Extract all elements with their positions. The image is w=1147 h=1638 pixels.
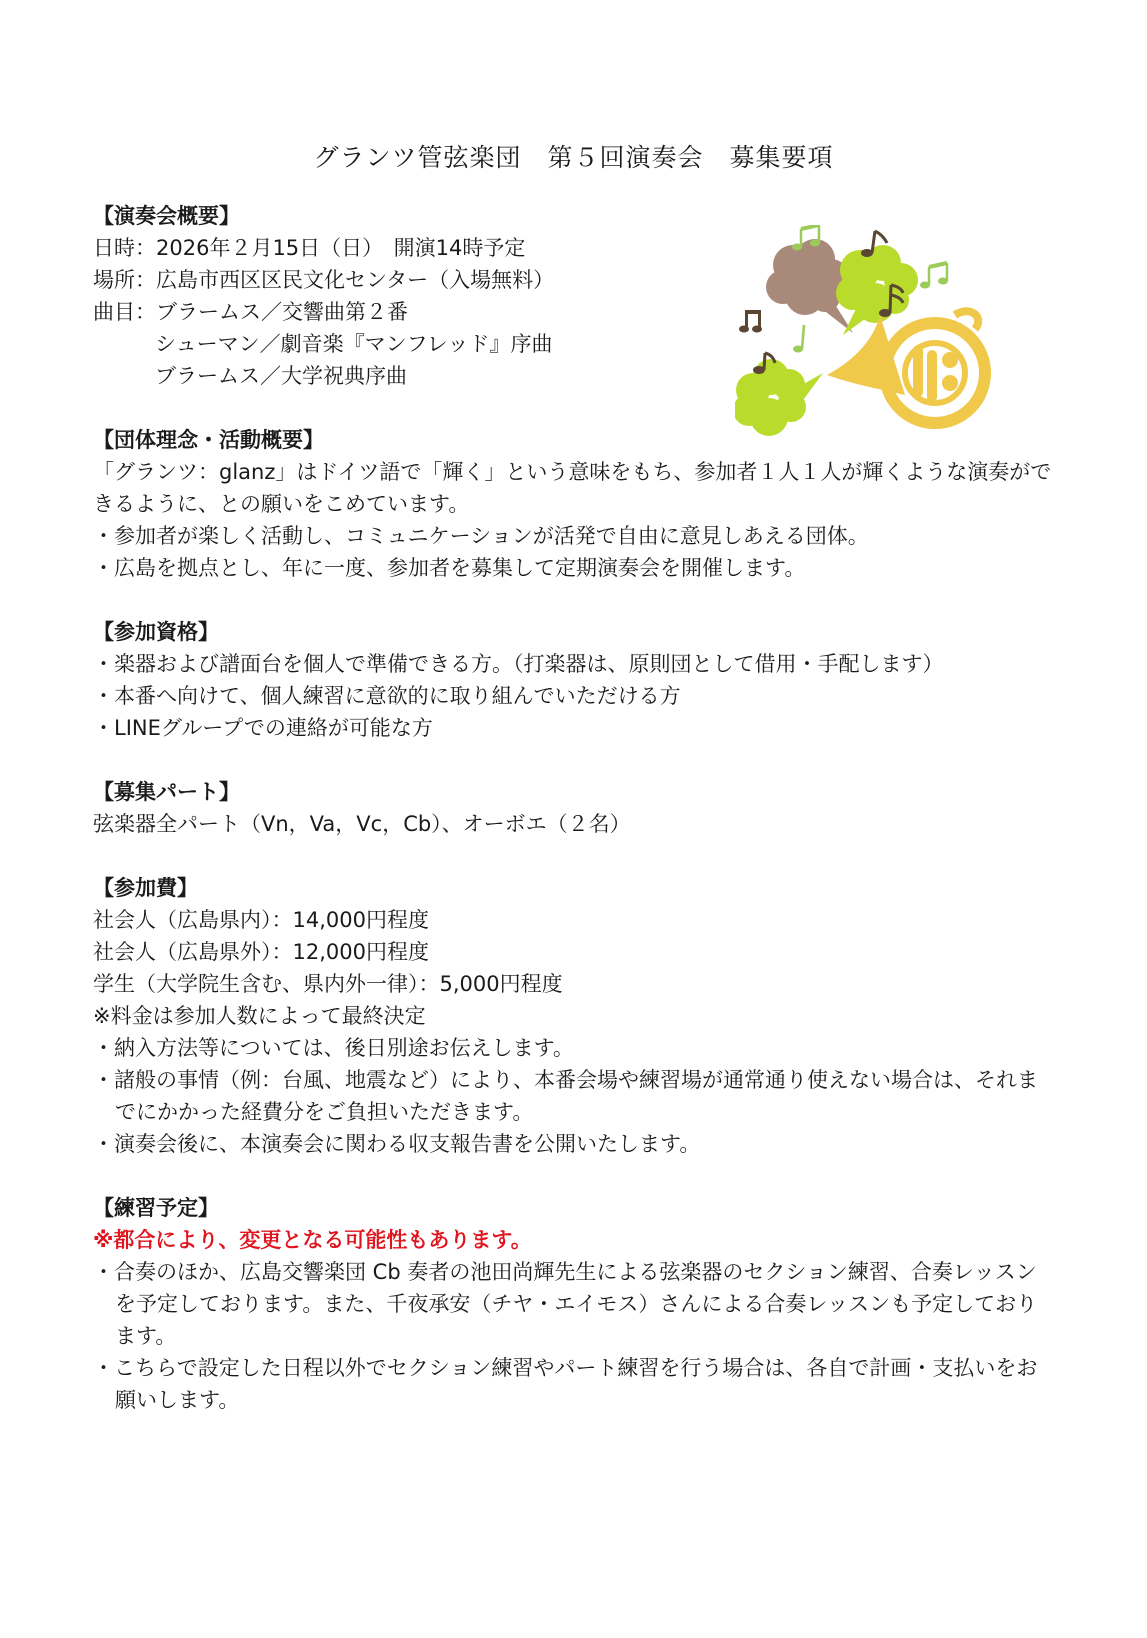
overview-venue: 場所：広島市西区区民文化センター（入場無料）	[93, 268, 555, 292]
qualification-bullet-1: ・楽器および譜面台を個人で準備できる方。（打楽器は、原則団として借用・手配します）	[93, 652, 944, 676]
fee-line-2: 社会人（広島県外）：12,000円程度	[93, 940, 429, 964]
fee-bullet-1: ・納入方法等については、後日別途お伝えします。	[93, 1036, 574, 1060]
fee-heading: 【参加費】	[93, 876, 198, 900]
philosophy-text: 「グランツ：glanz」はドイツ語で「輝く」という意味をもち、参加者１人１人が輝くような演奏ができるように、との願いをこめています。	[93, 460, 1052, 516]
qualification-heading: 【参加資格】	[93, 620, 219, 644]
parts-heading: 【募集パート】	[93, 780, 240, 804]
fee-line-3: 学生（大学院生含む、県内外一律）：5,000円程度	[93, 972, 563, 996]
practice-heading: 【練習予定】	[93, 1196, 219, 1220]
fee-line-1: 社会人（広島県内）：14,000円程度	[93, 908, 429, 932]
document-body	[93, 200, 1053, 1416]
overview-program-3: ブラームス／大学祝典序曲	[155, 364, 407, 388]
qualification-bullet-2: ・本番へ向けて、個人練習に意欲的に取り組んでいただける方	[93, 684, 681, 708]
overview-date: 日時：2026年２月15日（日） 開演14時予定	[93, 236, 526, 260]
page-title: グランツ管弦楽団 第５回演奏会 募集要項	[313, 143, 834, 172]
fee-bullet-2: ・諸般の事情（例：台風、地震など）により、本番会場や練習場が通常通り使えない場合は、それまでにかかった経費分をご負担いただきます。	[93, 1068, 1038, 1124]
fee-bullet-3: ・演奏会後に、本演奏会に関わる収支報告書を公開いたします。	[93, 1132, 701, 1156]
practice-bullet-2: ・こちらで設定した日程以外でセクション練習やパート練習を行う場合は、各自で計画・支払いをお願いします。	[93, 1356, 1038, 1412]
overview-program-2: シューマン／劇音楽『マンフレッド』序曲	[155, 332, 553, 356]
qualification-bullet-3: ・LINEグループでの連絡が可能な方	[93, 716, 433, 740]
fee-note: ※料金は参加人数によって最終決定	[93, 1004, 426, 1028]
practice-notice: ※都合により、変更となる可能性もあります。	[93, 1228, 532, 1252]
practice-bullet-1: ・合奏のほか、広島交響楽団 Cb 奏者の池田尚輝先生による弦楽器のセクション練習、合奏レッスンを予定しております。また、千夜承安（チヤ・エイモス）さんによる合奏レッスンも予定しております。	[93, 1260, 1038, 1348]
overview-heading: 【演奏会概要】	[93, 204, 240, 228]
philosophy-bullet-2: ・広島を拠点とし、年に一度、参加者を募集して定期演奏会を開催します。	[93, 556, 806, 580]
parts-text: 弦楽器全パート（Vn，Va，Vc，Cb）、オーボエ（２名）	[93, 812, 631, 836]
philosophy-heading: 【団体理念・活動概要】	[93, 428, 324, 452]
overview-program-1: 曲目：ブラームス／交響曲第２番	[93, 300, 408, 324]
philosophy-bullet-1: ・参加者が楽しく活動し、コミュニケーションが活発で自由に意見しあえる団体。	[93, 524, 869, 548]
